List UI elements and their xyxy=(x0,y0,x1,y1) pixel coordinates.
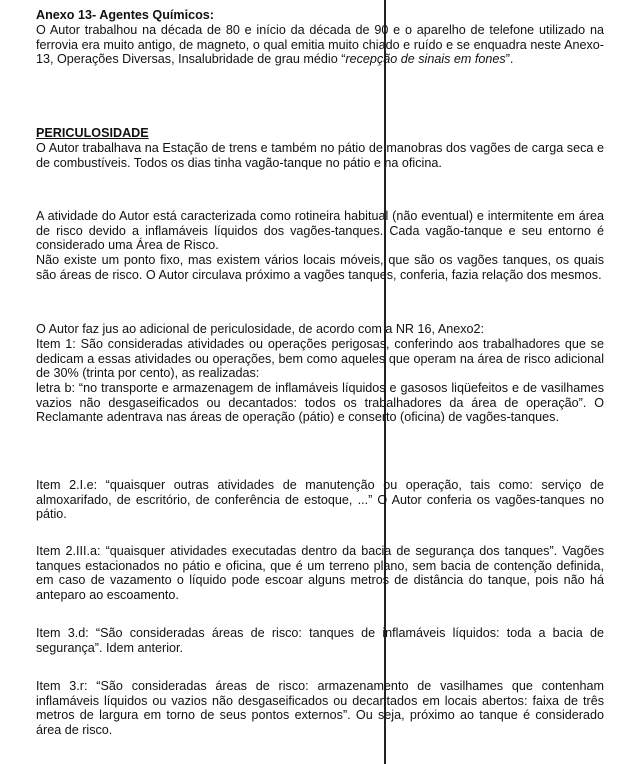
paragraph-7: Item 2.I.e: “quaisquer outras atividades de manutenção ou operação, tais como: serviço de almoxarifado, de escritório, de conferência de estoque, ...” O Autor conferia os vagões-tanques no pátio. xyxy=(36,478,604,522)
periculosidade-heading: PERICULOSIDADE xyxy=(36,126,149,140)
annex-paragraph xyxy=(36,23,604,67)
paragraph-10: Item 3.r: “São consideradas áreas de risco: armazenamento de vasilhames que contenham inflamáveis líquidos ou vazios não desgaseificados ou decantados em locais abertos: faixa de três metros de largura em torno de seus pontos externos”. Ou seja, próximo ao tanque é considerado área de risco. xyxy=(36,679,604,737)
paragraph-5: Item 1: São consideradas atividades ou operações perigosas, conferindo aos trabalhadores que se dedicam a essas atividades ou operações, bem como aqueles que operam na área de risco adicional de 30% (trinta por cento), as realizadas: xyxy=(36,337,604,381)
paragraph-8: Item 2.III.a: “quaisquer atividades executadas dentro da bacia de segurança dos tanques”. Vagões tanques estacionados no pátio e oficina, que é um terreno plano, sem bacia de contenção definida, em caso de vazamento o líquido pode escoar alguns metros de distância do tanque, pois não há anteparo ao escoamento. xyxy=(36,544,604,602)
annex-text-italic: recepção de sinais em fones xyxy=(345,52,506,67)
paragraph-6: letra b: “no transporte e armazenagem de inflamáveis líquidos e gasosos liqüefeitos e de vasilhames vazios não desgaseificados ou decantados: todos os trabalhadores da área de operação”. O Reclamante adentrava nas áreas de operação (pátio) e conserto (oficina) de vagões-tanques. xyxy=(36,381,604,425)
paragraph-3: Não existe um ponto fixo, mas existem vários locais móveis, que são os vagões tanques, os quais são áreas de risco. O Autor circulava próximo a vagões tanques, conferia, fazia relação dos mesmos. xyxy=(36,253,604,282)
paragraph-4: O Autor faz jus ao adicional de periculosidade, de acordo com a NR 16, Anexo2: xyxy=(36,322,485,336)
paragraph-1: O Autor trabalhava na Estação de trens e também no pátio de manobras dos vagões de carga seca e de combustíveis. Todos os dias tinha vagão-tanque no pátio e na oficina. xyxy=(36,141,604,170)
annex-title: Anexo 13- Agentes Químicos: xyxy=(36,8,214,22)
paragraph-9: Item 3.d: “São consideradas áreas de risco: tanques de inflamáveis líquidos: toda a bacia de segurança”. Idem anterior. xyxy=(36,626,604,655)
paragraph-2: A atividade do Autor está caracterizada como rotineira habitual (não eventual) e intermitente em área de risco devido a inflamáveis líquidos dos vagões-tanques. Cada vagão-tanque e seu entorno é considerado uma Área de Risco. xyxy=(36,209,604,253)
annex-text-end: ”. xyxy=(505,52,514,67)
annex-text: O Autor trabalhou na década de 80 e início da década de 90 e o aparelho de telefone utilizado na ferrovia era muito antigo, de magneto, o qual emitia muito chiado e ruído e se enquadra neste Anexo-13, Operações Diversas, Insalubridade de grau médio “ xyxy=(36,23,604,67)
